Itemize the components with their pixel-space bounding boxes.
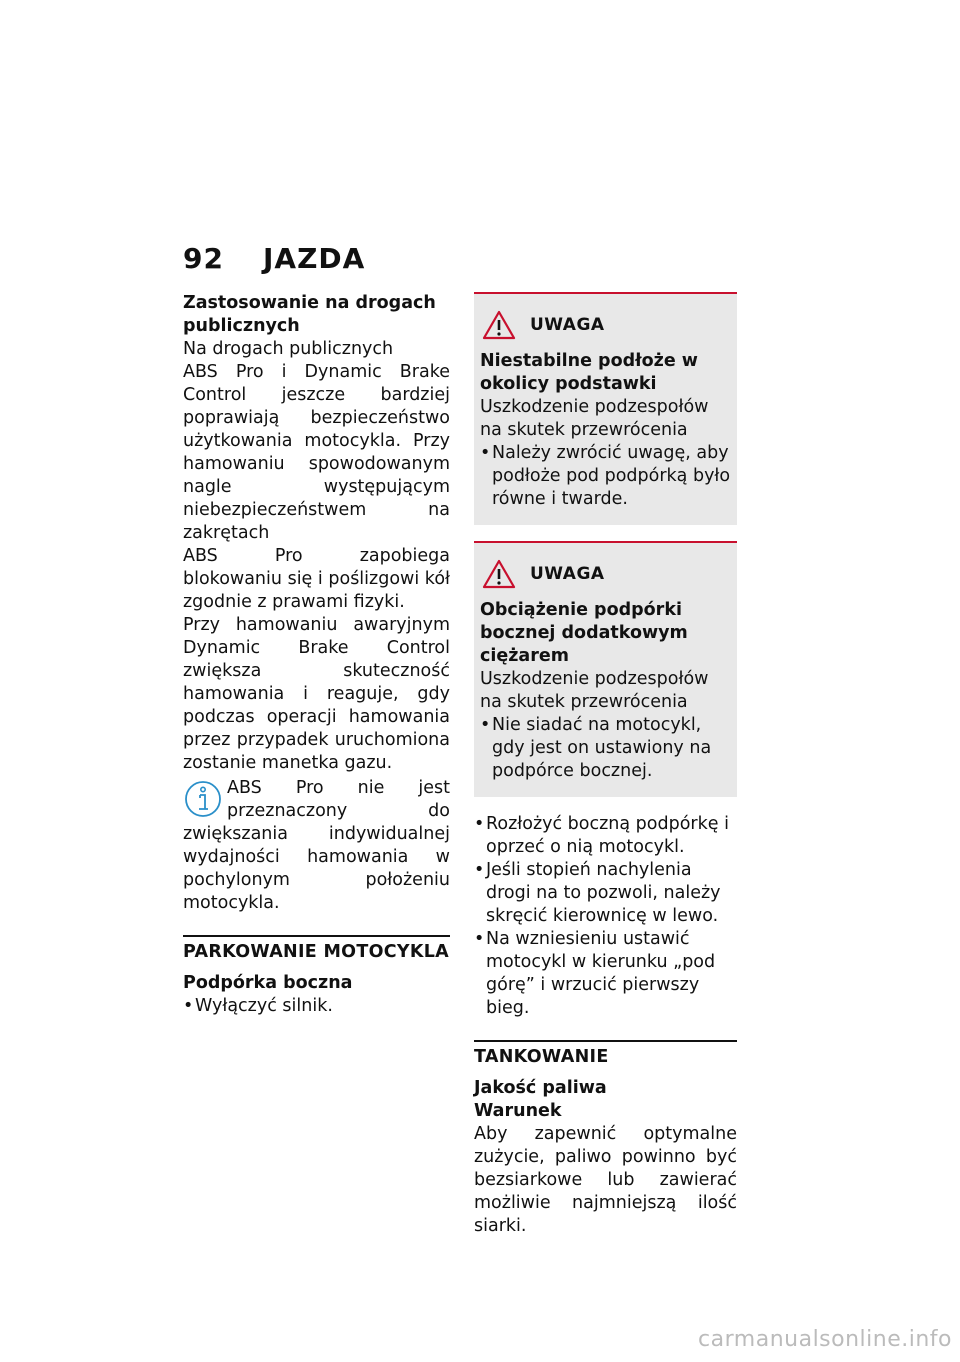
subsection-heading: Podpórka boczna — [183, 973, 353, 993]
list-item: • Jeśli stopień nachylenia drogi na to pozwoli, należy skręcić kierownicę w lewo. — [474, 859, 737, 928]
list-item: • Należy zwrócić uwagę, aby podłoże pod podpórką było równe i twarde. — [480, 442, 731, 511]
warning-title: Obciążenie podpórki bocznej dodatkowym ciężarem — [480, 600, 688, 666]
list-item: • Rozłożyć boczną podpórkę i oprzeć o nią motocykl. — [474, 813, 737, 859]
warning-label: UWAGA — [530, 563, 605, 584]
section-name: JAZDA — [263, 242, 366, 275]
left-column — [183, 292, 450, 1018]
bullet-list — [183, 995, 450, 1018]
page-number: 92 — [183, 242, 224, 275]
section-title: TANKOWANIE — [474, 1040, 737, 1069]
paragraph: Przy hamowaniu awaryjnym Dynamic Brake Control zwiększa skuteczność hamowania i reaguje, gdy podczas operacji hamowania przez przypadek uruchomiona zostanie manetka gazu. — [183, 615, 450, 773]
note-text: ABS Pro nie jest przeznaczony do zwiększania indywidualnej wydajności hamowania w pochylonym położeniu motocykla. — [183, 778, 450, 913]
warning-triangle-icon — [482, 310, 516, 340]
info-note — [183, 777, 450, 915]
subsection-heading: Warunek — [474, 1101, 562, 1121]
info-icon — [183, 777, 223, 821]
paragraph: Na drogach publicznych — [183, 339, 394, 359]
section-title: PARKOWANIE MOTOCYKLA — [183, 935, 450, 964]
right-column — [474, 292, 737, 1238]
warning-label: UWAGA — [530, 314, 605, 335]
list-item: • Na wzniesieniu ustawić motocykl w kierunku „pod górę” i wrzucić pierwszy bieg. — [474, 928, 737, 1020]
list-item: • Nie siadać na motocykl, gdy jest on ustawiony na podpórce bocznej. — [480, 714, 731, 783]
subsection-heading: Jakość paliwa — [474, 1078, 607, 1098]
page-header — [183, 242, 365, 275]
watermark: carmanualsonline.info — [698, 1327, 952, 1352]
warning-box — [474, 541, 737, 797]
warning-title: Niestabilne podłoże w okolicy podstawki — [480, 351, 698, 394]
list-item: • Wyłączyć silnik. — [183, 995, 450, 1018]
paragraph: ABS Pro i Dynamic Brake Control jeszcze bardziej poprawiają bezpieczeństwo użytkowania motocykla. Przy hamowaniu spowodowanym nagle występującym niebezpieczeństwem na zakrętach — [183, 362, 450, 543]
subsection-heading: Zastosowanie na drogach publicznych — [183, 293, 436, 336]
warning-text: Uszkodzenie podzespołów na skutek przewrócenia — [480, 397, 709, 440]
bullet-list — [480, 714, 731, 783]
warning-box — [474, 292, 737, 525]
paragraph: ABS Pro zapobiega blokowaniu się i poślizgowi kół zgodnie z prawami fizyki. — [183, 546, 450, 612]
paragraph: Aby zapewnić optymalne zużycie, paliwo powinno być bezsiarkowe lub zawierać możliwie najmniejszą ilość siarki. — [474, 1124, 737, 1236]
warning-text: Uszkodzenie podzespołów na skutek przewrócenia — [480, 669, 709, 712]
warning-triangle-icon — [482, 559, 516, 589]
bullet-list — [474, 813, 737, 1020]
bullet-list — [480, 442, 731, 511]
